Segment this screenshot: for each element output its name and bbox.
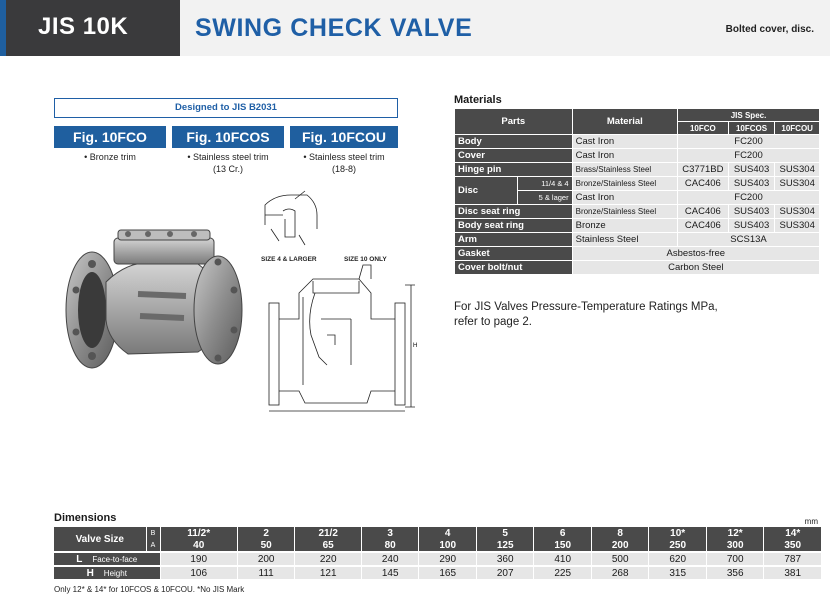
- a-cell: 65: [295, 539, 362, 551]
- spec-cell: SUS304: [775, 205, 820, 219]
- spec-cell: SUS403: [728, 177, 775, 191]
- table-row: [455, 233, 820, 247]
- page-title: SWING CHECK VALVE: [195, 14, 473, 42]
- spec-cell: CAC406: [678, 205, 729, 219]
- l-cell: 500: [591, 553, 649, 565]
- b-cell: 6: [534, 527, 592, 539]
- valve-photo: [58, 220, 248, 380]
- b-cell: 10*: [649, 527, 707, 539]
- h-cell: 165: [419, 567, 477, 579]
- unit-label: mm: [804, 517, 818, 526]
- b-cell: 5: [476, 527, 534, 539]
- table-row: [455, 149, 820, 163]
- trim-10fcos: [172, 151, 284, 175]
- material-cell: Stainless Steel: [572, 233, 677, 247]
- trim-text: • Stainless steel trim: [303, 152, 385, 162]
- h-letter: H: [86, 567, 94, 579]
- l-cell: 290: [419, 553, 477, 565]
- h-cell: 111: [237, 567, 295, 579]
- note-line: For JIS Valves Pressure-Temperature Ratings MPa,: [454, 301, 718, 313]
- h-cell: 207: [476, 567, 534, 579]
- b-cell: 12*: [706, 527, 764, 539]
- section-drawing: [255, 185, 435, 415]
- b-cell: 8: [591, 527, 649, 539]
- table-row: [455, 163, 820, 177]
- trim-note: (18-8): [331, 164, 356, 174]
- a-cell: 50: [237, 539, 295, 551]
- material-cell: Bronze/Stainless Steel: [572, 205, 677, 219]
- b-cell: 14*: [764, 527, 822, 539]
- part-cell: Disc seat ring: [455, 205, 573, 219]
- h-cell: 315: [649, 567, 707, 579]
- fig-label-10fco: Fig. 10FCO: [54, 126, 166, 148]
- b-cell: 4: [419, 527, 477, 539]
- a-label: A: [146, 539, 160, 551]
- material-cell: Cast Iron: [572, 135, 677, 149]
- spec-cell: FC200: [678, 135, 820, 149]
- parts-header: Parts: [455, 109, 573, 135]
- h-cell: 106: [160, 567, 237, 579]
- l-cell: 220: [295, 553, 362, 565]
- fig-label-10fcou: Fig. 10FCOU: [290, 126, 398, 148]
- designed-standard-box: Designed to JIS B2031: [54, 98, 398, 118]
- part-cell: Body seat ring: [455, 219, 573, 233]
- trim-text: • Bronze trim: [84, 152, 136, 162]
- spec-cell: C3771BD: [678, 163, 729, 177]
- size-a-row: [54, 539, 822, 551]
- a-cell: 100: [419, 539, 477, 551]
- size-label-10-only: SIZE 10 ONLY: [344, 256, 387, 263]
- material-cell: Brass/Stainless Steel: [572, 163, 677, 177]
- col-10fco: 10FCO: [678, 122, 729, 135]
- a-cell: 80: [361, 539, 419, 551]
- part-cell: Disc: [455, 177, 518, 205]
- table-row: [455, 205, 820, 219]
- l-cell: 620: [649, 553, 707, 565]
- b-cell: 3: [361, 527, 419, 539]
- materials-header-row: [455, 109, 820, 122]
- face-to-face-row: [54, 553, 822, 565]
- a-cell: 350: [764, 539, 822, 551]
- h-cell: 145: [361, 567, 419, 579]
- page-subtitle: Bolted cover, disc.: [725, 24, 814, 35]
- b-label: B: [146, 527, 160, 539]
- table-row: [455, 177, 820, 191]
- model-label: JIS 10K: [38, 13, 129, 40]
- part-cell: Cover: [455, 149, 573, 163]
- spec-cell: SUS403: [728, 205, 775, 219]
- trim-note: (13 Cr.): [212, 164, 243, 174]
- spec-cell: SUS304: [775, 177, 820, 191]
- material-header: Material: [572, 109, 677, 135]
- a-cell: 125: [476, 539, 534, 551]
- face-to-face-label: [54, 553, 160, 565]
- page-header: [0, 0, 830, 56]
- part-cell: Body: [455, 135, 573, 149]
- l-cell: 410: [534, 553, 592, 565]
- spec-cell: SUS403: [728, 163, 775, 177]
- col-10fcos: 10FCOS: [728, 122, 775, 135]
- spec-cell: Carbon Steel: [572, 261, 819, 275]
- col-10fcou: 10FCOU: [775, 122, 820, 135]
- part-cell: Cover bolt/nut: [455, 261, 573, 275]
- spec-cell: CAC406: [678, 219, 729, 233]
- part-cell: Gasket: [455, 247, 573, 261]
- material-cell: Bronze/Stainless Steel: [572, 177, 677, 191]
- a-cell: 300: [706, 539, 764, 551]
- spec-cell: FC200: [678, 191, 820, 205]
- dimensions-footnote: Only 12* & 14* for 10FCOS & 10FCOU. *No JIS Mark: [54, 585, 245, 594]
- a-cell: 150: [534, 539, 592, 551]
- spec-cell: SUS304: [775, 219, 820, 233]
- a-cell: 250: [649, 539, 707, 551]
- l-cell: 190: [160, 553, 237, 565]
- l-cell: 700: [706, 553, 764, 565]
- dimensions-table: [54, 527, 822, 579]
- a-cell: 200: [591, 539, 649, 551]
- height-row: [54, 567, 822, 579]
- spec-cell: SUS403: [728, 219, 775, 233]
- dimensions-title: Dimensions: [54, 512, 117, 524]
- jis-spec-header: JIS Spec.: [678, 109, 820, 122]
- table-row: [455, 261, 820, 275]
- l-label-text: Face-to-face: [92, 554, 138, 564]
- h-cell: 381: [764, 567, 822, 579]
- trim-10fcou: [290, 151, 398, 175]
- part-cell: Hinge pin: [455, 163, 573, 177]
- dim-h-label: H: [413, 343, 418, 349]
- l-cell: 200: [237, 553, 295, 565]
- spec-cell: CAC406: [678, 177, 729, 191]
- spec-cell: SUS304: [775, 163, 820, 177]
- spec-cell: Asbestos-free: [572, 247, 819, 261]
- trim-text: • Stainless steel trim: [187, 152, 269, 162]
- h-cell: 268: [591, 567, 649, 579]
- l-letter: L: [76, 553, 83, 565]
- h-label-text: Height: [103, 568, 127, 578]
- note-line: refer to page 2.: [454, 316, 532, 328]
- h-cell: 356: [706, 567, 764, 579]
- b-cell: 11/2*: [160, 527, 237, 539]
- h-cell: 225: [534, 567, 592, 579]
- h-cell: 121: [295, 567, 362, 579]
- fig-label-10fcos: Fig. 10FCOS: [172, 126, 284, 148]
- l-cell: 240: [361, 553, 419, 565]
- materials-table: [454, 108, 820, 275]
- material-cell: Bronze: [572, 219, 677, 233]
- l-cell: 787: [764, 553, 822, 565]
- trim-10fco: [54, 151, 166, 163]
- table-row: [455, 219, 820, 233]
- spec-cell: SCS13A: [678, 233, 820, 247]
- size-subcell: 5 & lager: [517, 191, 572, 205]
- spec-cell: FC200: [678, 149, 820, 163]
- size-subcell: 11/4 & 4: [517, 177, 572, 191]
- table-row: [455, 247, 820, 261]
- a-cell: 40: [160, 539, 237, 551]
- size-b-row: [54, 527, 822, 539]
- height-label: [54, 567, 160, 579]
- size-label-4-larger: SIZE 4 & LARGER: [261, 256, 317, 263]
- pressure-rating-note: [454, 300, 718, 330]
- part-cell: Arm: [455, 233, 573, 247]
- b-cell: 2: [237, 527, 295, 539]
- valve-size-label: Valve Size: [54, 527, 146, 551]
- l-cell: 360: [476, 553, 534, 565]
- material-cell: Cast Iron: [572, 149, 677, 163]
- material-cell: Cast Iron: [572, 191, 677, 205]
- materials-title: Materials: [454, 94, 502, 106]
- table-row: [455, 135, 820, 149]
- b-cell: 21/2: [295, 527, 362, 539]
